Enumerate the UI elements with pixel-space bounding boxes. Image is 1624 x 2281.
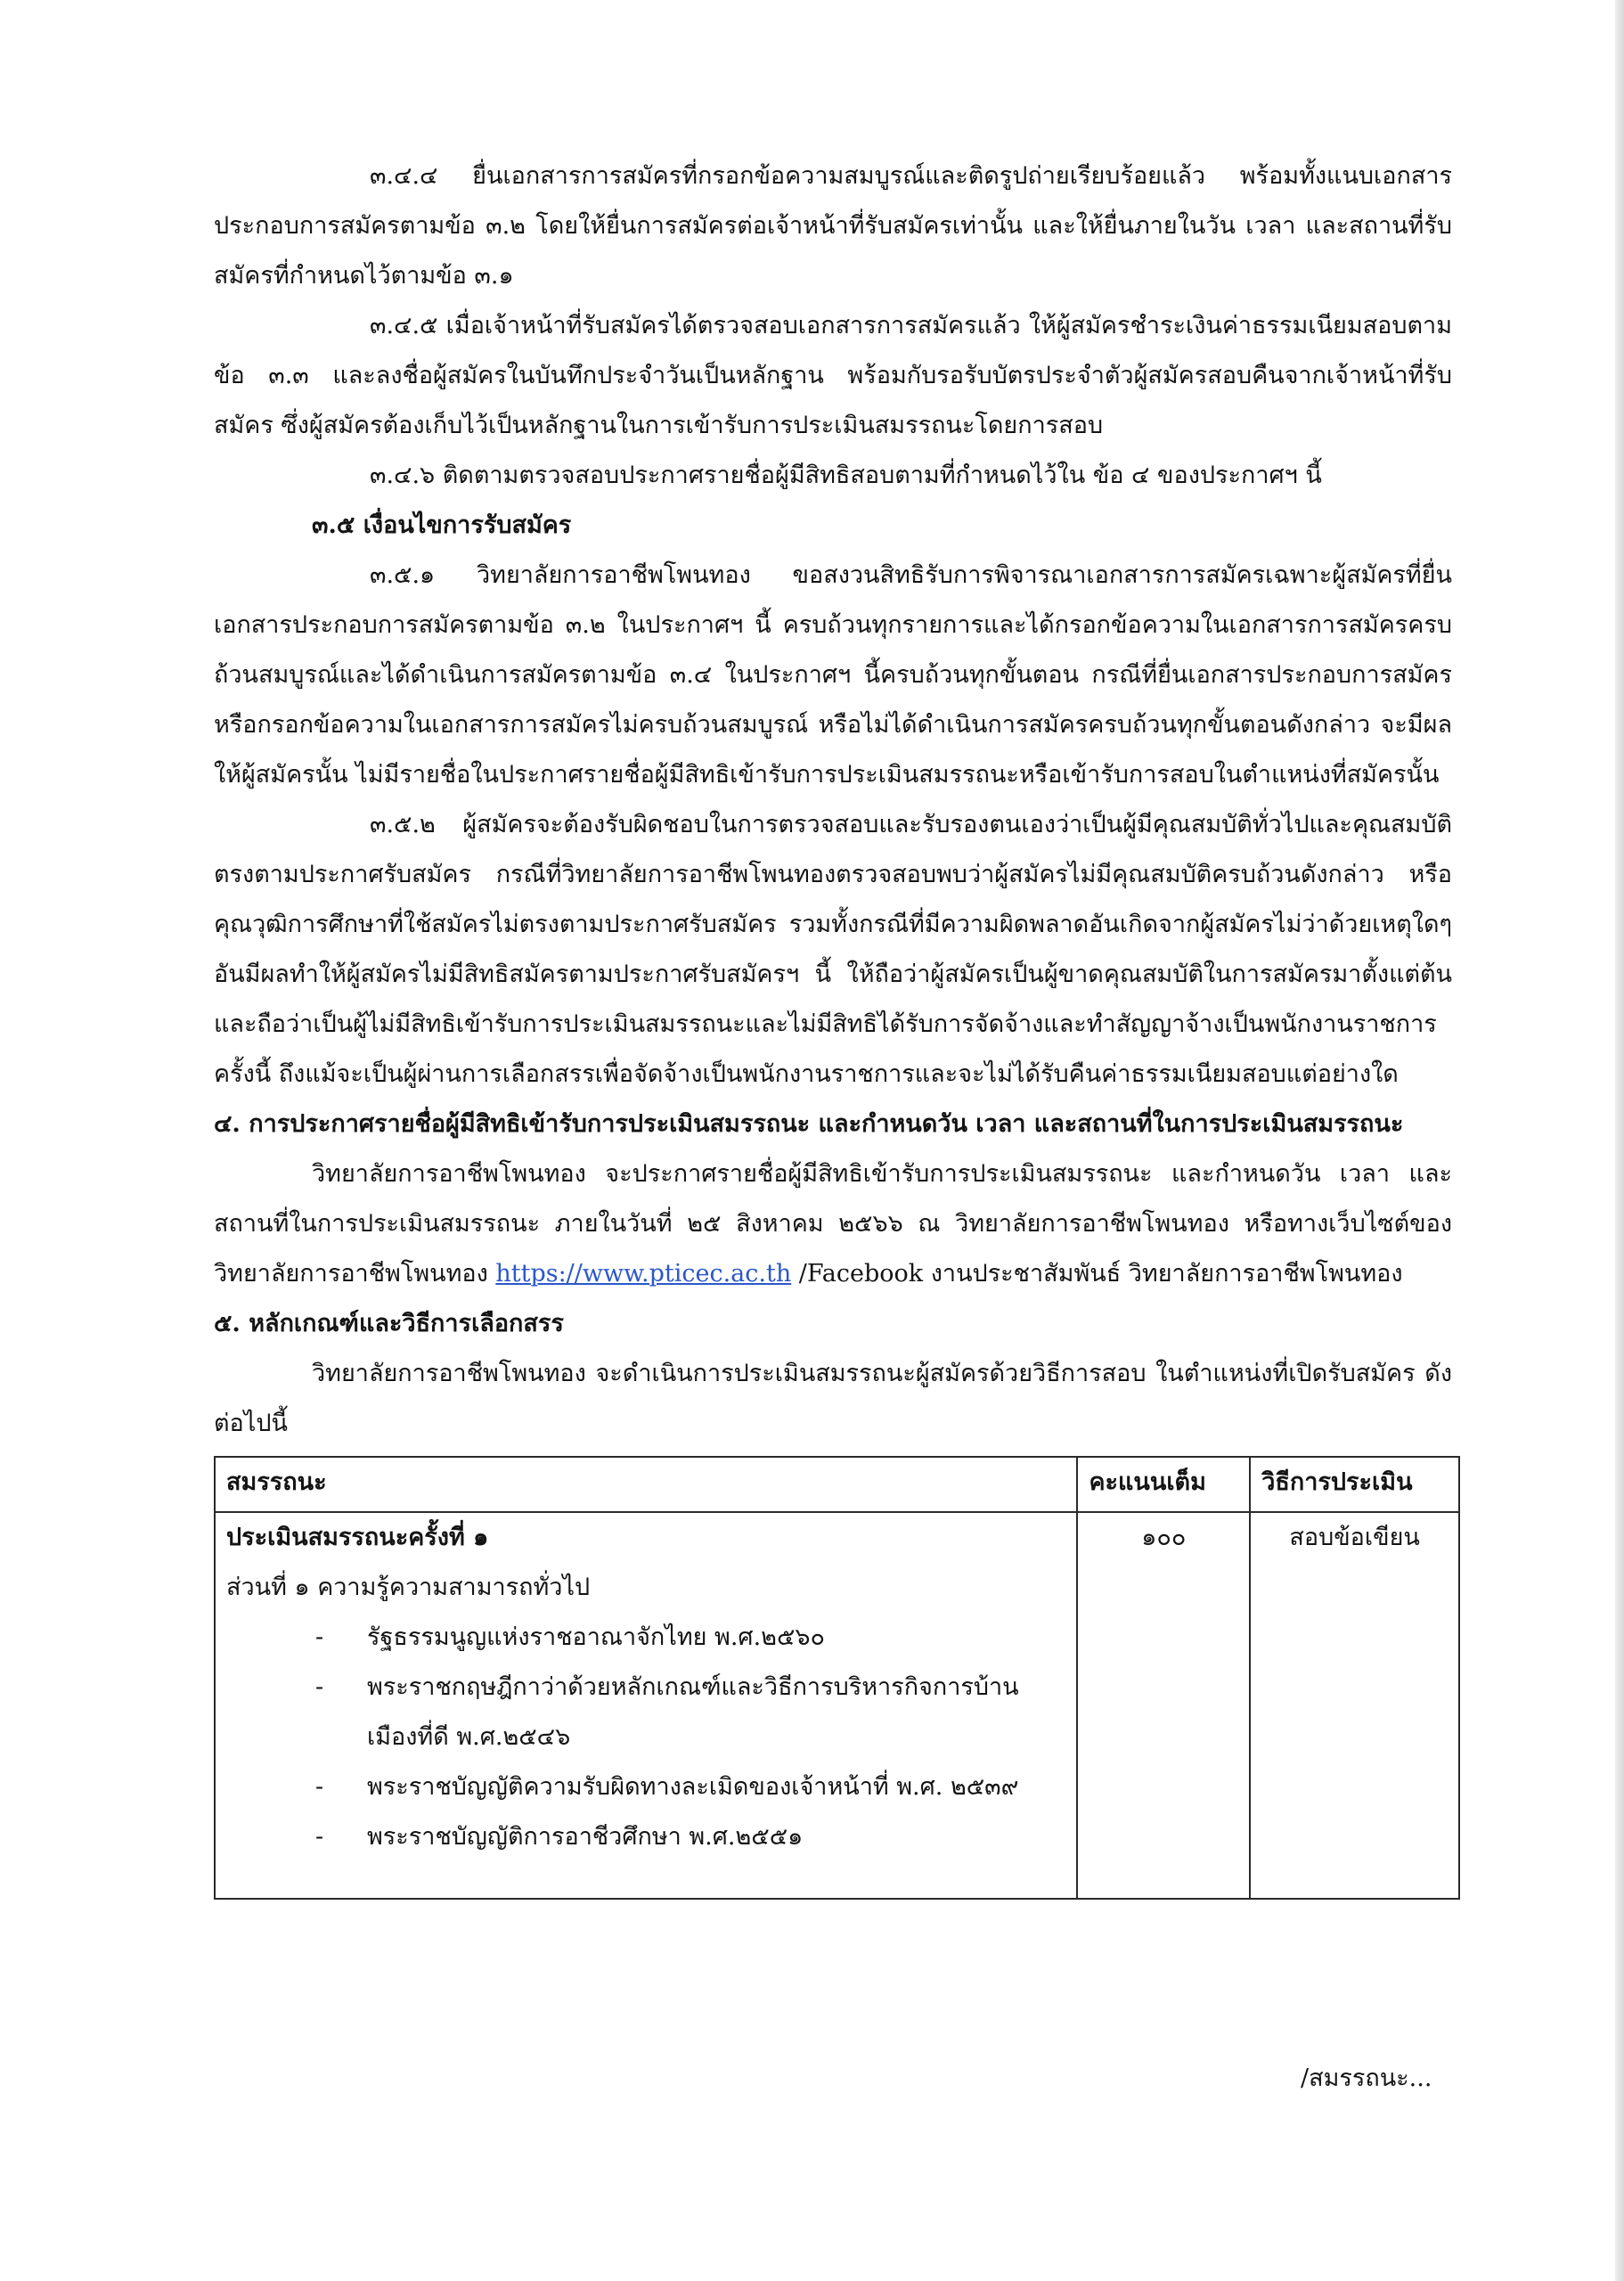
score-cell: ๑๐๐ [1077,1512,1250,1899]
evaluation-table [214,1456,1460,1900]
list-item: - พระราชกฤษฎีกาว่าด้วยหลักเกณฑ์และวิธีการบริหารกิจการบ้านเมืองที่ดี พ.ศ.๒๕๔๖ [315,1673,1019,1751]
header-method: วิธีการประเมิน [1250,1457,1459,1512]
heading-section-4: ๔. การประกาศรายชื่อผู้มีสิทธิเข้ารับการประเมินสมรรถนะ และกำหนดวัน เวลา และสถานที่ในการประเมินสมรรถนะ [214,1110,1404,1138]
scan-edge [1615,0,1624,2281]
header-competency: สมรรถนะ [215,1457,1077,1512]
paragraph-3-4-5: ๓.๔.๕ เมื่อเจ้าหน้าที่รับสมัครได้ตรวจสอบเอกสารการสมัครแล้ว ให้ผู้สมัครชำระเงินค่าธรรมเนียมสอบตามข้อ ๓.๓ และลงชื่อผู้สมัครในบันทึกประจำวันเป็นหลักฐาน พร้อมกับรอรับบัตรประจำตัวผู้สมัครสอบคืนจากเจ้าหน้าที่รับสมัคร ซึ่งผู้สมัครต้องเก็บไว้เป็นหลักฐานในการเข้ารับการประเมินสมรรถนะโดยการสอบ [214,312,1452,439]
method-cell: สอบข้อเขียน [1250,1512,1459,1899]
paragraph-3-5-2: ๓.๕.๒ ผู้สมัครจะต้องรับผิดชอบในการตรวจสอบและรับรองตนเองว่าเป็นผู้มีคุณสมบัติทั่วไปและคุณสมบัติตรงตามประกาศรับสมัคร กรณีที่วิทยาลัยการอาชีพโพนทองตรวจสอบพบว่าผู้สมัครไม่มีคุณสมบัติครบถ้วนดังกล่าว หรือคุณวุฒิการศึกษาที่ใช้สมัครไม่ตรงตามประกาศรับสมัคร รวมทั้งกรณีที่มีความผิดพลาดอันเกิดจากผู้สมัครไม่ว่าด้วยเหตุใดๆ อันมีผลทำให้ผู้สมัครไม่มีสิทธิสมัครตามประกาศรับสมัครฯ นี้ ให้ถือว่าผู้สมัครเป็นผู้ขาดคุณสมบัติในการสมัครมาตั้งแต่ต้น และถือว่าเป็นผู้ไม่มีสิทธิเข้ารับการประเมินสมรรถนะและไม่มีสิทธิได้รับการจัดจ้างและทำสัญญาจ้างเป็นพนักงานราชการครั้งนี้ ถึงแม้จะเป็นผู้ผ่านการเลือกสรรเพื่อจัดจ้างเป็นพนักงานราชการและจะไม่ได้รับคืนค่าธรรมเนียมสอบแต่อย่างใด [214,811,1452,1088]
paragraph-section-4 [214,1149,1452,1299]
evaluation-round-title: ประเมินสมรรถนะครั้งที่ ๑ [226,1524,489,1551]
section-4-text: วิทยาลัยการอาชีพโพนทอง จะประกาศรายชื่อผู้มีสิทธิเข้ารับการประเมินสมรรถนะ และกำหนดวัน เวลา และสถานที่ในการประเมินสมรรถนะ ภายในวันที่ ๒๕ สิงหาคม ๒๕๖๖ ณ วิทยาลัยการอาชีพโพนทอง หรือทางเว็บไซต์ของวิทยาลัยการอาชีพโพนทอง [214,1160,1452,1288]
paragraph-3-5-1: ๓.๕.๑ วิทยาลัยการอาชีพโพนทอง ขอสงวนสิทธิรับการพิจารณาเอกสารการสมัครเฉพาะผู้สมัครที่ยื่นเอกสารประกอบการสมัครตามข้อ ๓.๒ ในประกาศฯ นี้ ครบถ้วนทุกรายการและได้กรอกข้อความในเอกสารการสมัครครบถ้วนสมบูรณ์และได้ดำเนินการสมัครตามข้อ ๓.๔ ในประกาศฯ นี้ครบถ้วนทุกขั้นตอน กรณีที่ยื่นเอกสารประกอบการสมัคร หรือกรอกข้อความในเอกสารการสมัครไม่ครบถ้วนสมบูรณ์ หรือไม่ได้ดำเนินการสมัครครบถ้วนทุกขั้นตอนดังกล่าว จะมีผลให้ผู้สมัครนั้น ไม่มีรายชื่อในประกาศรายชื่อผู้มีสิทธิเข้ารับการประเมินสมรรถนะหรือเข้ารับการสอบในตำแหน่งที่สมัครนั้น [214,561,1452,789]
section-4-text-end: /Facebook งานประชาสัมพันธ์ วิทยาลัยการอาชีพโพนทอง [791,1260,1403,1288]
heading-section-5: ๕. หลักเกณฑ์และวิธีการเลือกสรร [214,1310,564,1337]
table-row [215,1512,1459,1899]
list-item: - พระราชบัญญัติความรับผิดทางละเมิดของเจ้าหน้าที่ พ.ศ. ๒๕๓๙ [315,1773,1019,1801]
table-header-row [215,1457,1459,1512]
document-body [214,151,1452,1900]
paragraph-3-4-6: ๓.๔.๖ ติดตามตรวจสอบประกาศรายชื่อผู้มีสิทธิสอบตามที่กำหนดไว้ใน ข้อ ๔ ของประกาศฯ นี้ [370,462,1322,489]
list-item: - พระราชบัญญัติการอาชีวศึกษา พ.ศ.๒๕๕๑ [315,1823,804,1851]
heading-3-5: ๓.๕ เงื่อนไขการรับสมัคร [312,511,572,539]
page-continuation-note: /สมรรถนะ... [1301,2064,1432,2092]
paragraph-section-5: วิทยาลัยการอาชีพโพนทอง จะดำเนินการประเมินสมรรถนะผู้สมัครด้วยวิธีการสอบ ในตำแหน่งที่เปิดรับสมัคร ดังต่อไปนี้ [214,1360,1452,1437]
part-1-label: ส่วนที่ ๑ ความรู้ความสามารถทั่วไป [226,1574,591,1601]
list-item: - รัฐธรรมนูญแห่งราชอาณาจักไทย พ.ศ.๒๕๖๐ [315,1623,826,1651]
header-full-score: คะแนนเต็ม [1077,1457,1250,1512]
paragraph-3-4-4: ๓.๔.๔ ยื่นเอกสารการสมัครที่กรอกข้อความสมบูรณ์และติดรูปถ่ายเรียบร้อยแล้ว พร้อมทั้งแนบเอกสารประกอบการสมัครตามข้อ ๓.๒ โดยให้ยื่นการสมัครต่อเจ้าหน้าที่รับสมัครเท่านั้น และให้ยื่นภายในวัน เวลา และสถานที่รับสมัครที่กำหนดไว้ตามข้อ ๓.๑ [214,162,1452,290]
law-list [226,1613,1065,1898]
competency-cell [215,1512,1077,1899]
website-link[interactable]: https://www.pticec.ac.th [495,1260,792,1288]
